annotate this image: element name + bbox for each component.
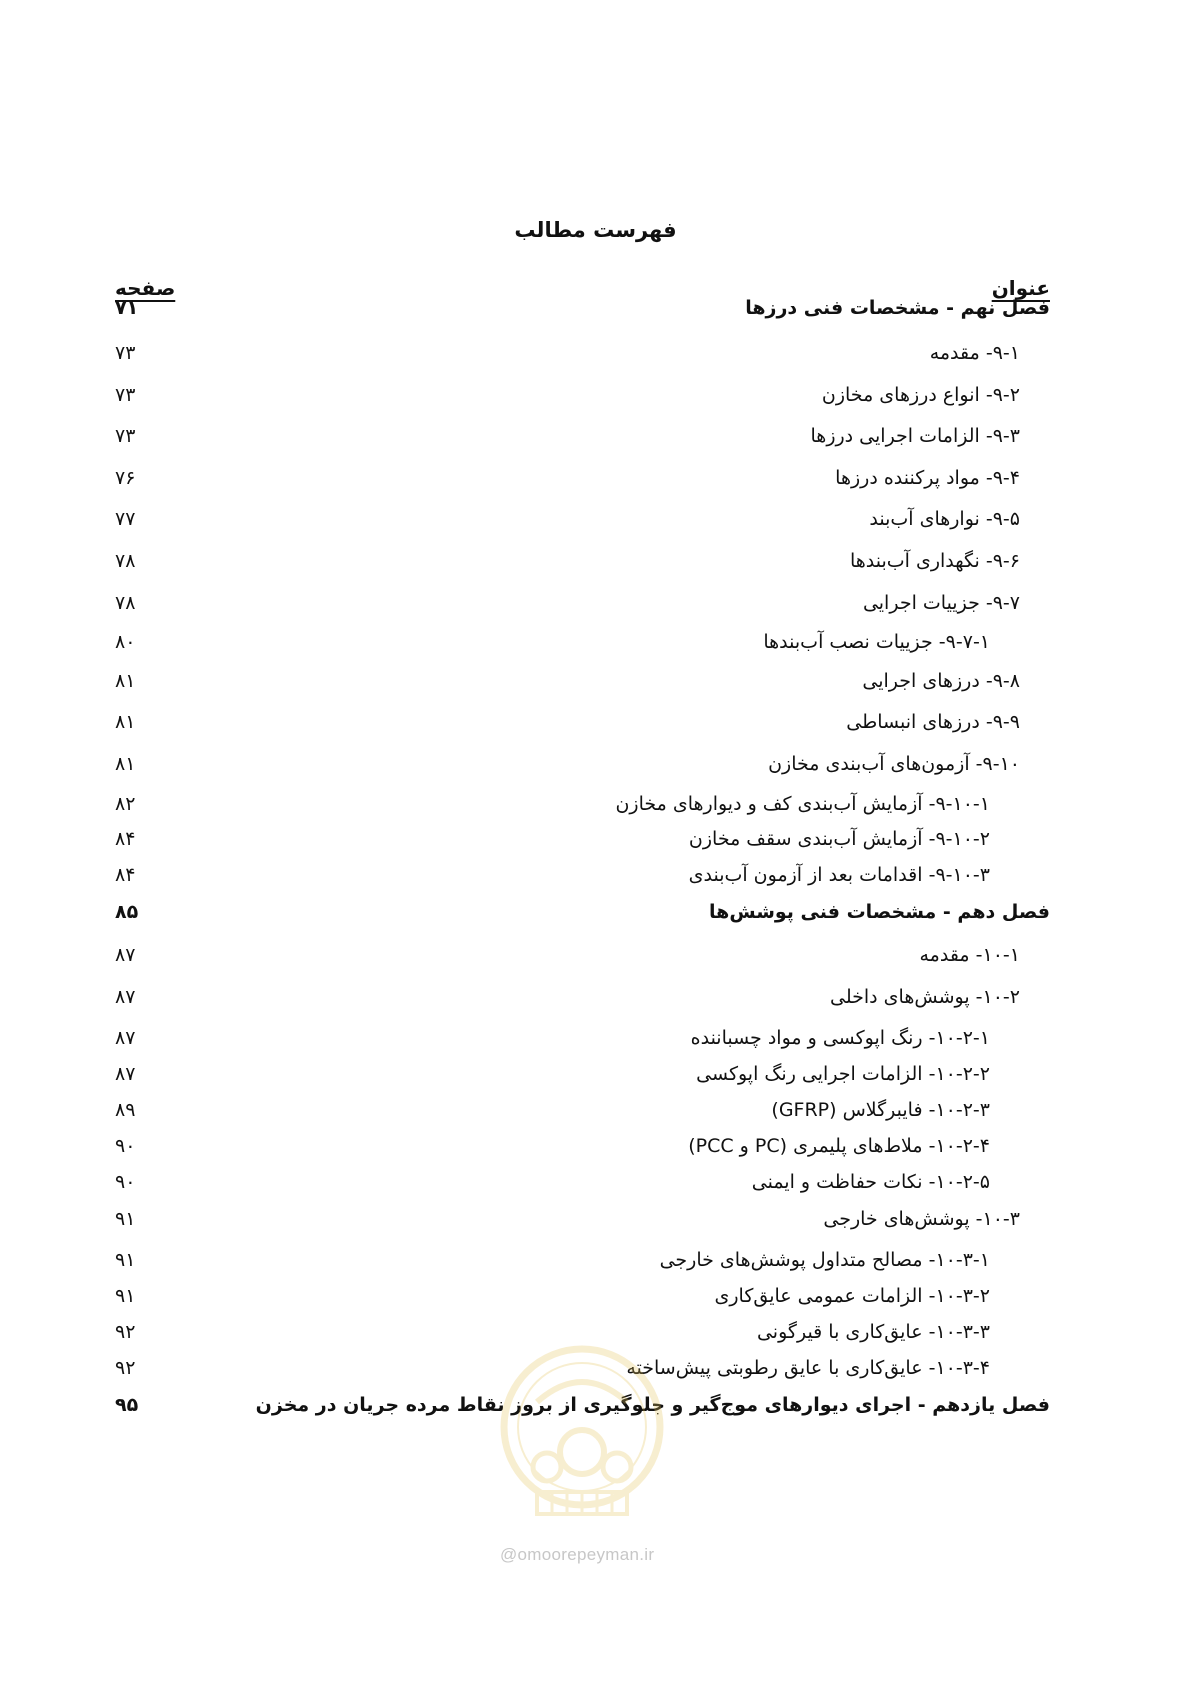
toc-entry-page: ۷۸: [115, 592, 136, 614]
toc-entry-label: ۹-۹- درزهای انبساطی: [846, 711, 1020, 733]
page-column-header: صفحه: [115, 276, 176, 300]
toc-entry-page: ۹۲: [115, 1357, 136, 1379]
toc-entry-page: ۸۷: [115, 944, 136, 966]
toc-entry-label: ۱۰-۲-۵- نکات حفاظت و ایمنی: [751, 1171, 990, 1193]
toc-entry-page: ۹۱: [115, 1208, 136, 1230]
toc-entry-page: ۷۸: [115, 550, 136, 572]
toc-entry: [100, 1167, 1050, 1197]
toc-entry: [100, 789, 1050, 819]
toc-entry-label: ۹-۷-۱- جزییات نصب آب‌بندها: [763, 631, 990, 653]
toc-entry-label: ۱۰-۲- پوشش‌های داخلی: [830, 986, 1020, 1008]
toc-entry-chapter-11: [100, 1390, 1050, 1420]
page-title: فهرست مطالب: [514, 218, 677, 242]
toc-entry-page: ۹۰: [115, 1171, 136, 1193]
toc-entry-page: ۷۳: [115, 425, 136, 447]
title-column-header: عنوان: [991, 276, 1050, 300]
toc-entry: [100, 338, 1050, 368]
toc-entry-page: ۸۱: [115, 711, 136, 733]
toc-entry-page: ۸۴: [115, 864, 136, 886]
toc-entry-page: ۷۶: [115, 467, 136, 489]
toc-entry-chapter-10: [100, 897, 1050, 927]
toc-entry-label: ۹-۱۰-۳- اقدامات بعد از آزمون آب‌بندی: [688, 864, 990, 886]
toc-entry-page: ۸۹: [115, 1099, 136, 1121]
toc-entry: [100, 1245, 1050, 1275]
toc-entry: [100, 627, 1050, 657]
toc-entry-label: ۱۰-۲-۱- رنگ اپوکسی و مواد چسباننده: [690, 1027, 990, 1049]
toc-entry-label: ۹-۴- مواد پرکننده درزها: [835, 467, 1020, 489]
toc-entry-label: ۹-۸- درزهای اجرایی: [862, 670, 1020, 692]
toc-entry-page: ۸۷: [115, 986, 136, 1008]
toc-entry-label: فصل دهم - مشخصات فنی پوشش‌ها: [709, 901, 1050, 923]
toc-entry: [100, 1095, 1050, 1125]
toc-entry: [100, 1023, 1050, 1053]
toc-entry-label: ۹-۳- الزامات اجرایی درزها: [810, 425, 1020, 447]
toc-entry-chapter-9: [100, 293, 1050, 323]
toc-entry-label: ۹-۲- انواع درزهای مخازن: [821, 384, 1020, 406]
toc-entry-page: ۷۳: [115, 342, 136, 364]
toc-entry-label: ۱۰-۳-۳- عایق‌کاری با قیرگونی: [756, 1321, 990, 1343]
toc-entry-label: ۱۰-۲-۴- ملاط‌های پلیمری (PC و PCC): [688, 1135, 990, 1157]
watermark-text: @omoorepeyman.ir: [500, 1545, 655, 1564]
toc-entry-page: ۹۲: [115, 1321, 136, 1343]
toc-entry-page: ۹۱: [115, 1285, 136, 1307]
toc-entry-page: ۸۷: [115, 1063, 136, 1085]
toc-entry: [100, 940, 1050, 970]
toc-entry: [100, 1353, 1050, 1383]
toc-entry-page: ۷۳: [115, 384, 136, 406]
toc-entry: [100, 1204, 1050, 1234]
toc-entry-label: فصل نهم - مشخصات فنی درزها: [745, 297, 1050, 319]
toc-entry: [100, 749, 1050, 779]
toc-entry: [100, 1059, 1050, 1089]
toc-entry: [100, 1317, 1050, 1347]
toc-entry-label: ۱۰-۱- مقدمه: [919, 944, 1020, 966]
toc-entry-label: ۱۰-۳-۴- عایق‌کاری با عایق رطوبتی پیش‌ساخته: [626, 1357, 990, 1379]
toc-entry: [100, 588, 1050, 618]
toc-entry: [100, 504, 1050, 534]
toc-entry-label: ۹-۷- جزییات اجرایی: [862, 592, 1020, 614]
toc-entry-label: ۹-۱- مقدمه: [929, 342, 1020, 364]
toc-entry-page: ۸۷: [115, 1027, 136, 1049]
toc-entry: [100, 421, 1050, 451]
toc-entry: [100, 707, 1050, 737]
toc-entry: [100, 380, 1050, 410]
toc-entry-page: ۹۱: [115, 1249, 136, 1271]
toc-entry: [100, 824, 1050, 854]
toc-entry-label: ۹-۶- نگهداری آب‌بندها: [849, 550, 1020, 572]
toc-entry-page: ۷۱: [115, 297, 139, 319]
toc-entry: [100, 546, 1050, 576]
toc-entry-label: ۹-۱۰- آزمون‌های آب‌بندی مخازن: [768, 753, 1020, 775]
toc-entry-label: ۹-۱۰-۱- آزمایش آب‌بندی کف و دیوارهای مخازن: [615, 793, 990, 815]
toc-entry: [100, 666, 1050, 696]
toc-entry-label: ۱۰-۳- پوشش‌های خارجی: [823, 1208, 1020, 1230]
toc-entry-page: ۷۷: [115, 508, 136, 530]
toc-entry-page: ۸۰: [115, 631, 136, 653]
toc-entry-page: ۹۰: [115, 1135, 136, 1157]
toc-entry: [100, 1131, 1050, 1161]
toc-entry-label: ۱۰-۲-۲- الزامات اجرایی رنگ اپوکسی: [696, 1063, 990, 1085]
toc-entry-page: ۸۵: [115, 901, 139, 923]
toc-entry: [100, 860, 1050, 890]
toc-entry-label: ۱۰-۳-۱- مصالح متداول پوشش‌های خارجی: [659, 1249, 990, 1271]
toc-entry-page: ۸۱: [115, 753, 136, 775]
toc-entry: [100, 1281, 1050, 1311]
toc-entry-page: ۸۱: [115, 670, 136, 692]
toc-entry-label: فصل یازدهم - اجرای دیوارهای موج‌گیر و جلوگیری از بروز نقاط مرده جریان در مخزن: [255, 1394, 1050, 1416]
toc-entry-page: ۸۲: [115, 793, 136, 815]
toc-entry-page: ۸۴: [115, 828, 136, 850]
toc-entry-page: ۹۵: [115, 1394, 139, 1416]
toc-entry-label: ۹-۵- نوارهای آب‌بند: [869, 508, 1020, 530]
toc-entry-label: ۱۰-۲-۳- فایبرگلاس (GFRP): [771, 1099, 990, 1121]
toc-entry: [100, 463, 1050, 493]
toc-entry-label: ۹-۱۰-۲- آزمایش آب‌بندی سقف مخازن: [688, 828, 990, 850]
toc-entry-label: ۱۰-۳-۲- الزامات عمومی عایق‌کاری: [714, 1285, 990, 1307]
toc-entry: [100, 982, 1050, 1012]
